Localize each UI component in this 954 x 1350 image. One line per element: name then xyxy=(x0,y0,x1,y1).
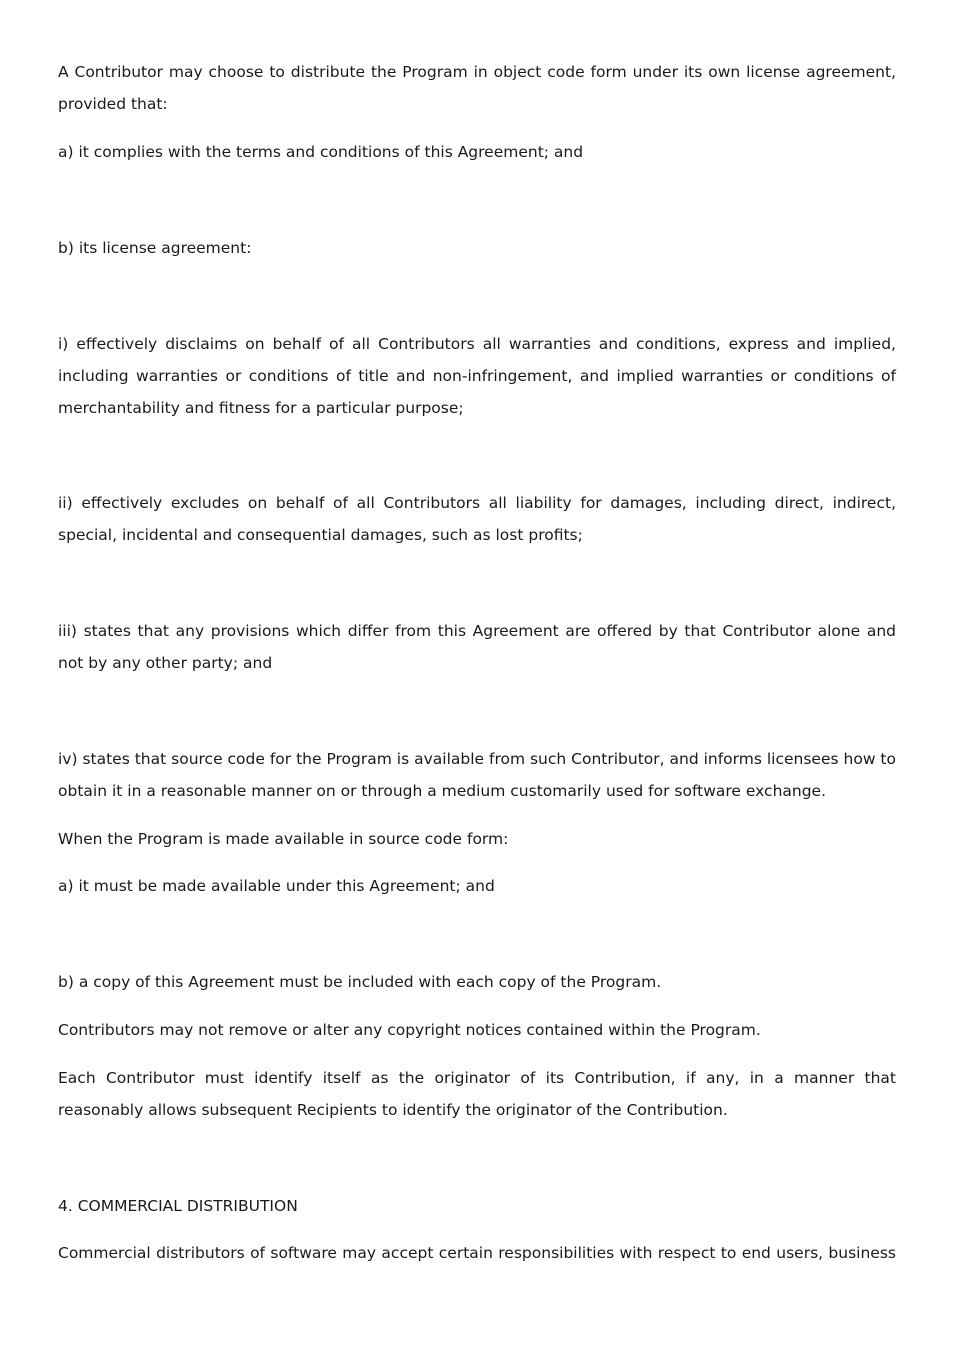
paragraph-source-code-form: When the Program is made available in source code form: xyxy=(58,830,509,848)
paragraph-object-code-distribution: A Contributor may choose to distribute the Program in object code form under its own license agreement, provided that: xyxy=(58,63,896,113)
list-item-iii-states-provisions: iii) states that any provisions which differ from this Agreement are offered by that Contributor alone and not by any other party; and xyxy=(58,622,896,672)
paragraph-identify-originator: Each Contributor must identify itself as the originator of its Contribution, if any, in a manner that reasonably allows subsequent Recipients to identify the originator of the Contribution. xyxy=(58,1069,896,1119)
list-item-a-made-available: a) it must be made available under this Agreement; and xyxy=(58,877,495,895)
list-item-iv-source-code-available: iv) states that source code for the Program is available from such Contributor, and informs licensees how to obtain it in a reasonable manner on or through a medium customarily used for software exchange. xyxy=(58,750,896,800)
paragraph-commercial-distributors: Commercial distributors of software may accept certain responsibilities with respect to end users, business xyxy=(58,1244,896,1262)
list-item-i-disclaims-warranties: i) effectively disclaims on behalf of all Contributors all warranties and conditions, express and implied, including warranties or conditions of title and non-infringement, and implied warranties or conditions of merchantability and fitness for a particular purpose; xyxy=(58,335,896,417)
list-item-a-complies: a) it complies with the terms and conditions of this Agreement; and xyxy=(58,143,584,161)
list-item-b-copy-included: b) a copy of this Agreement must be included with each copy of the Program. xyxy=(58,973,662,991)
list-item-ii-excludes-liability: ii) effectively excludes on behalf of all Contributors all liability for damages, including direct, indirect, special, incidental and consequential damages, such as lost profits; xyxy=(58,494,896,544)
paragraph-copyright-notices: Contributors may not remove or alter any copyright notices contained within the Program. xyxy=(58,1021,761,1039)
list-item-b-license-agreement: b) its license agreement: xyxy=(58,239,252,257)
section-heading-commercial-distribution: 4. COMMERCIAL DISTRIBUTION xyxy=(58,1197,298,1215)
